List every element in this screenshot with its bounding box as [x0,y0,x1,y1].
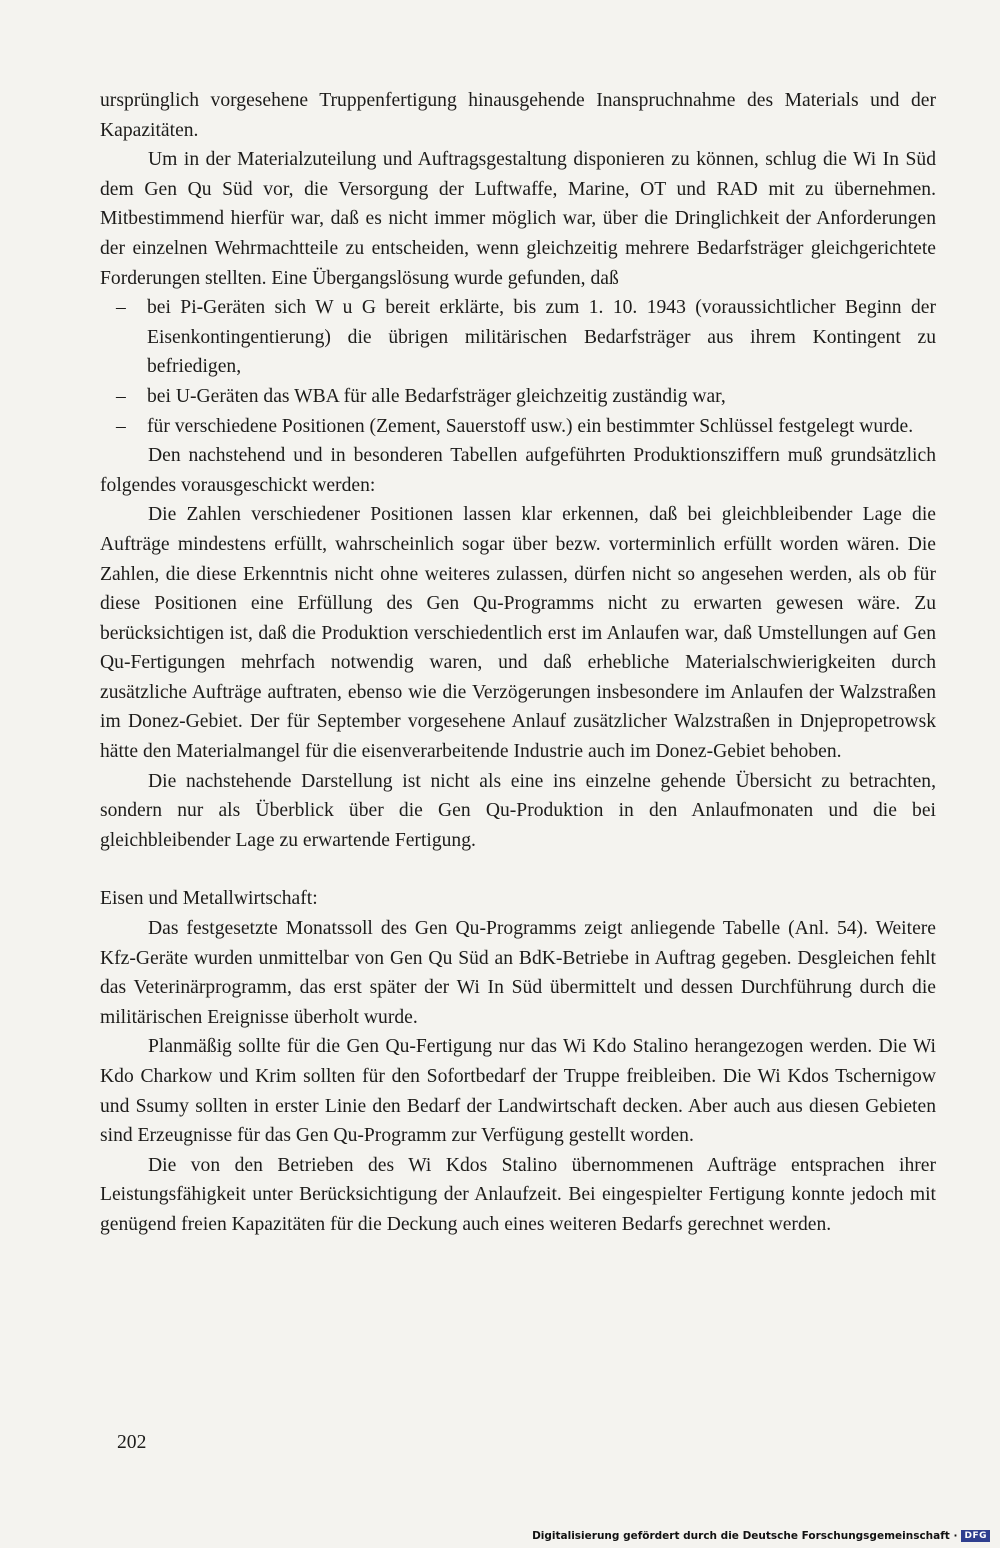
bullet-dash: – [116,415,126,437]
bullet-text-2: bei U-Geräten das WBA für alle Bedarfsträger gleichzeitig zuständig war, [147,385,726,407]
bullet-text-3: für verschiedene Positionen (Zement, Sauerstoff usw.) ein bestimmter Schlüssel festgelegt wurde. [147,415,914,437]
paragraph-4: Die Zahlen verschiedener Positionen lassen klar erkennen, daß bei gleichbleibender Lage die Aufträge mindestens erfüllt, wahrscheinlich sogar über bezw. vorterminlich erfüllt worden wären. Die Zahlen, die diese Erkenntnis nicht ohne weiteres zulassen, dürfen nicht so angesehen werden, als ob für diese Positionen eine Erfüllung des Gen Qu-Programms nicht zu erwarten gewesen wäre. Zu berücksichtigen ist, daß die Produktion verschiedentlich erst im Anlaufen war, daß Umstellungen auf Gen Qu-Fertigungen mehrfach notwendig waren, und daß erhebliche Materialschwierigkeiten durch zusätzliche Aufträge auftraten, ebenso wie die Verzögerungen insbesondere im Anlaufen der Walzstraßen im Donez-Gebiet. Der für September vorgesehene Anlauf zusätzlicher Walzstraßen in Dnjepropetrowsk hätte den Materialmangel für die eisenverarbeitende Industrie auch im Donez-Gebiet behoben. [100,504,936,763]
footer-credit [532,1530,990,1542]
bullet-text-1: bei Pi-Geräten sich W u G bereit erklärte, bis zum 1. 10. 1943 (voraussichtlicher Beginn der Eisenkontingentierung) die übrigen militärischen Bedarfsträger aus ihrem Kontingent zu befriedigen, [147,297,936,378]
spacer [100,855,936,884]
section-heading: Eisen und Metallwirtschaft: [100,888,318,910]
footer-text: Digitalisierung gefördert durch die Deutsche Forschungsgemeinschaft · [532,1530,958,1542]
list-item [100,293,936,382]
paragraph-7: Planmäßig sollte für die Gen Qu-Fertigung nur das Wi Kdo Stalino herangezogen werden. Die Wi Kdo Charkow und Krim sollten für den Sofortbedarf der Truppe freibleiben. Die Wi Kdos Tschernigow und Ssumy sollten in erster Linie den Bedarf der Landwirtschaft decken. Aber auch aus diesen Gebieten sind Erzeugnisse für das Gen Qu-Programm zur Verfügung gestellt worden. [100,1036,936,1147]
bullet-list [100,293,936,441]
body-text [100,86,936,1240]
list-item [100,382,936,412]
paragraph-3: Den nachstehend und in besonderen Tabellen aufgeführten Produktionsziffern muß grundsätzlich folgendes vorausgeschickt werden: [100,445,936,496]
paragraph-8: Die von den Betrieben des Wi Kdos Stalino übernommenen Aufträge entsprachen ihrer Leistungsfähigkeit unter Berücksichtigung der Anlaufzeit. Bei eingespielter Fertigung konnte jedoch mit genügend freien Kapazitäten für die Deckung auch eines weiteren Bedarfs gerechnet werden. [100,1154,936,1235]
list-item [100,412,936,442]
bullet-dash: – [116,385,126,407]
dfg-logo-icon: DFG [961,1530,990,1542]
paragraph-2: Um in der Materialzuteilung und Auftragsgestaltung disponieren zu können, schlug die Wi In Süd dem Gen Qu Süd vor, die Versorgung der Luftwaffe, Marine, OT und RAD mit zu übernehmen. Mitbestimmend hierfür war, daß es nicht immer möglich war, über die Dringlichkeit der Anforderungen der einzelnen Wehrmachtteile zu entscheiden, wenn gleichzeitig mehrere Bedarfsträger gleichgerichtete Forderungen stellten. Eine Übergangslösung wurde gefunden, daß [100,149,936,289]
paragraph-1: ursprünglich vorgesehene Truppenfertigung hinausgehende Inanspruchnahme des Materials und der Kapazitäten. [100,90,936,141]
paragraph-6: Das festgesetzte Monatssoll des Gen Qu-Programms zeigt anliegende Tabelle (Anl. 54). Weitere Kfz-Geräte wurden unmittelbar von Gen Qu Süd an BdK-Betriebe in Auftrag gegeben. Desgleichen fehlt das Veterinärprogramm, das erst später der Wi In Süd übermittelt und dessen Durchführung durch die militärischen Ereignisse überholt wurde. [100,918,936,1028]
paragraph-5: Die nachstehende Darstellung ist nicht als eine ins einzelne gehende Übersicht zu betrachten, sondern nur als Überblick über die Gen Qu-Produktion in den Anlaufmonaten und die bei gleichbleibender Lage zu erwartende Fertigung. [100,770,936,851]
page-number: 202 [117,1432,147,1453]
bullet-dash: – [116,297,126,319]
